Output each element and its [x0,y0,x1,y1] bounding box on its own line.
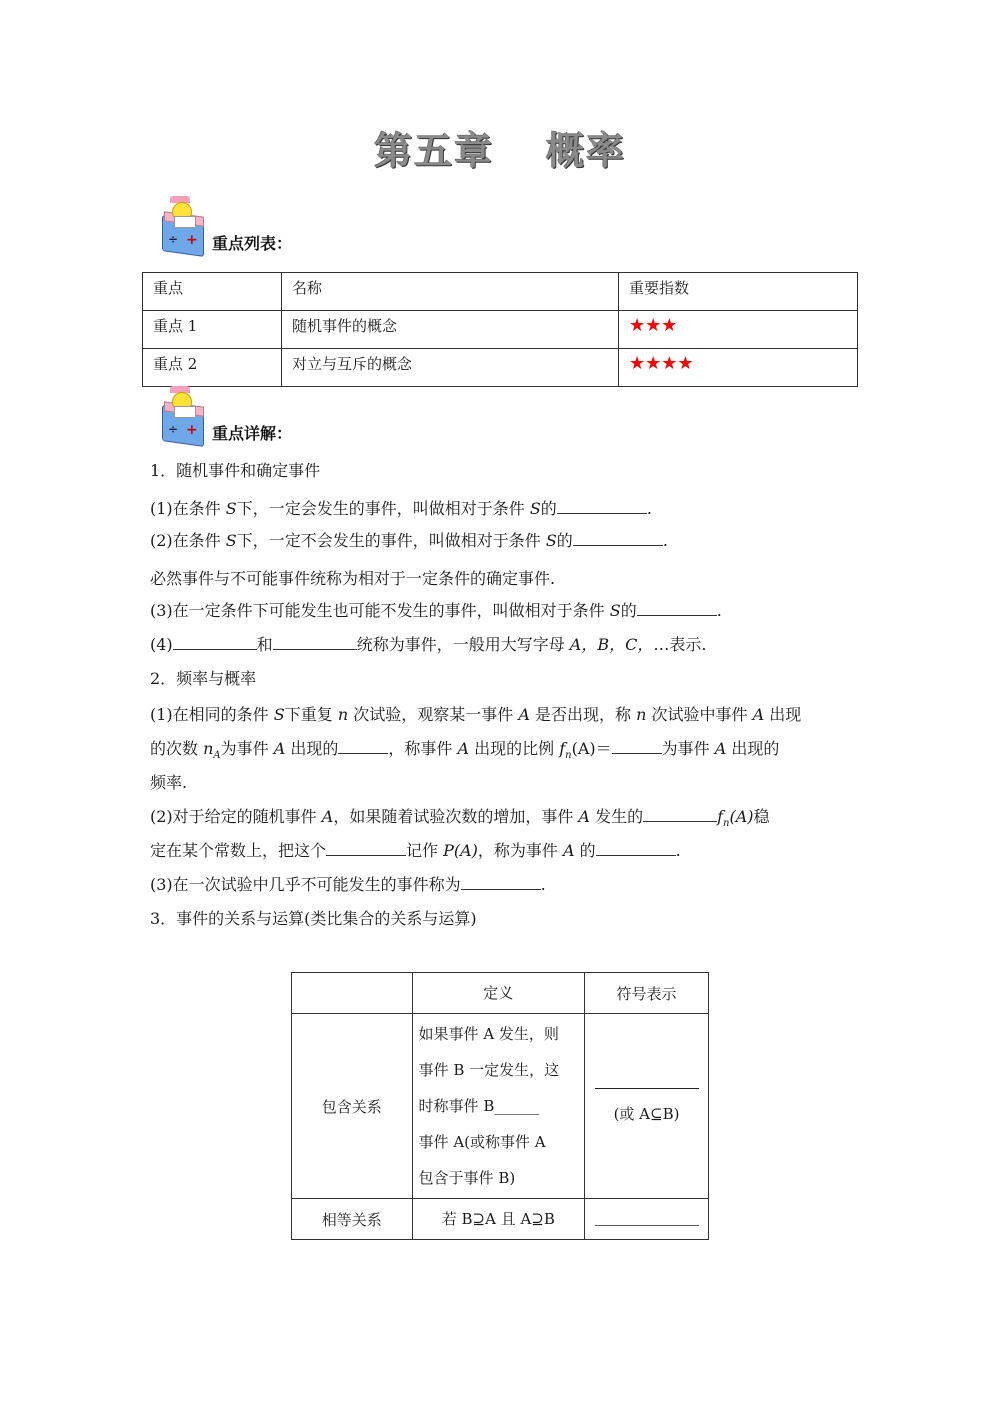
header-cell: 重点 [143,273,282,311]
table-header-row [292,973,709,1014]
header-cell: 重要指数 [619,273,858,311]
table-row [143,311,858,349]
fill-blank[interactable] [643,807,717,822]
point-cell: 重点 1 [143,311,282,349]
importance-cell [619,311,858,349]
fill-blank[interactable] [173,635,257,650]
name-cell: 随机事件的概念 [282,311,619,349]
fill-blank[interactable] [596,841,676,856]
heading-2: 2．频率与概率 [150,669,257,688]
mascot-icon: ÷ + [160,386,208,446]
fill-blank[interactable] [461,875,541,890]
table-row-equality [292,1199,709,1240]
paragraph-1-4: (4) 和 统称为事件，一般用大写字母 A，B，C，…表示. [150,635,707,654]
point-cell: 重点 2 [143,349,282,387]
stars-rating: ★★★★ [629,353,694,374]
fill-blank[interactable] [573,531,663,546]
mascot-icon: ÷ + [160,196,208,256]
paragraph-1-3: (3)在一定条件下可能发生也可能不发生的事件，叫做相对于条件 S的 . [150,601,722,620]
relation-definition: 如果事件 A 发生，则 事件 B 一定发生，这 时称事件 B______ 事件 A(或称事件 A 包含于事件 B) [412,1014,585,1199]
paragraph-1-1: (1)在条件 S下，一定会发生的事件，叫做相对于条件 S的 . [150,499,652,518]
paragraph-2-3: (3)在一次试验中几乎不可能发生的事件称为 . [150,875,546,894]
page-title [0,120,1000,175]
chapter-name: 概率 [546,128,627,173]
fill-blank[interactable] [273,635,357,650]
paragraph-1-2: (2)在条件 S下，一定不会发生的事件，叫做相对于条件 S的 . [150,531,668,550]
paragraph-1-note: 必然事件与不可能事件统称为相对于一定条件的确定事件. [150,569,556,588]
section-keypoints-header [160,196,292,256]
relation-symbol [585,1014,709,1199]
paragraph-2-2-line2: 定在某个常数上，把这个 记作 P(A)，称为事件 A 的 . [150,841,681,860]
paragraph-2-1-line1: (1)在相同的条件 S下重复 n 次试验，观察某一事件 A 是否出现，称 n 次试验中事件 A 出现 [150,705,802,724]
section-details-header [160,386,292,446]
keypoints-table [142,272,858,387]
relation-name: 相等关系 [292,1199,413,1240]
heading-3: 3．事件的关系与运算(类比集合的关系与运算) [150,909,477,928]
table-row [143,349,858,387]
symbol-blank[interactable] [595,1088,699,1089]
relation-name: 包含关系 [292,1014,413,1199]
chapter-number: 第五章 [373,128,494,173]
paragraph-2-1-line3: 频率. [150,773,188,792]
section-keypoints-label: 重点列表： [212,234,293,253]
heading-1: 1．随机事件和确定事件 [150,461,321,480]
fill-blank[interactable] [326,841,406,856]
header-cell: 名称 [282,273,619,311]
paragraph-2-2-line1: (2)对于给定的随机事件 A，如果随着试验次数的增加，事件 A 发生的 $f_n(A)$稳 [150,807,770,830]
paragraph-2-1-line2: 的次数 $n_A$为事件 A 出现的 ，称事件 A 出现的比例 $f_n(A)=$ 为事件 A 出现的 [150,739,780,762]
symbol-note: (或 A⊆B) [613,1105,680,1123]
relations-table [291,972,709,1240]
header-cell [292,973,413,1014]
stars-rating: ★★★ [629,315,678,336]
table-row-inclusion [292,1014,709,1199]
header-cell: 符号表示 [585,973,709,1014]
importance-cell [619,349,858,387]
relation-symbol [585,1199,709,1240]
fill-blank[interactable] [557,499,647,514]
name-cell: 对立与互斥的概念 [282,349,619,387]
table-header-row [143,273,858,311]
symbol-blank[interactable] [595,1209,699,1226]
fill-blank[interactable] [637,601,717,616]
relation-definition: 若 B⊇A 且 A⊇B [412,1199,585,1240]
section-details-label: 重点详解： [212,424,293,443]
fill-blank[interactable] [612,739,662,754]
header-cell: 定义 [412,973,585,1014]
fill-blank[interactable] [338,739,388,754]
